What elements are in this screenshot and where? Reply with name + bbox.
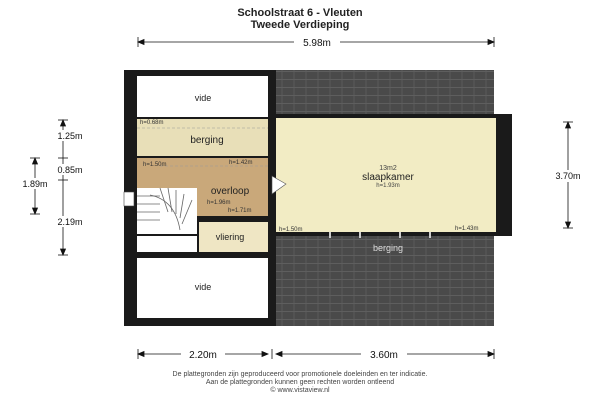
plan-title: Schoolstraat 6 - Vleuten <box>237 7 363 19</box>
label-berging-right: berging <box>372 243 404 253</box>
dim-left-189: 1.89m <box>22 179 48 189</box>
dim-bottom-360: 3.60m <box>370 350 398 361</box>
dim-right-370: 3.70m <box>555 171 581 181</box>
disclaimer-line-1: De plattegronden zijn geproduceerd voor promotionele doeleinden en ter indicatie. <box>172 371 428 378</box>
copyright-link[interactable]: © www.vistaview.nl <box>270 387 330 394</box>
dim-left-125: 1.25m <box>57 131 83 141</box>
height-142: h=1.42m <box>229 160 253 166</box>
height-slaapkamer: h=1.93m <box>376 183 400 189</box>
dim-left-219: 2.19m <box>57 217 83 227</box>
label-vide-top: vide <box>194 93 212 103</box>
dormer-wall <box>496 114 512 236</box>
label-vliering: vliering <box>215 232 245 242</box>
dim-top-width: 5.98m <box>303 38 331 49</box>
label-slaapkamer-area: 13m2 <box>379 165 397 172</box>
label-slaapkamer: slaapkamer <box>362 172 414 183</box>
label-overloop: overloop <box>210 186 250 197</box>
height-171: h=1.71m <box>228 208 252 214</box>
stairs <box>137 188 197 234</box>
dim-left-085: 0.85m <box>57 165 83 175</box>
window-left <box>124 192 134 206</box>
height-overloop: h=1.96m <box>207 200 231 206</box>
height-150-left: h=1.50m <box>143 162 167 168</box>
disclaimer-line-2: Aan de plattegronden kunnen geen rechten worden ontleend <box>205 379 395 386</box>
label-vide-bottom: vide <box>194 282 212 292</box>
plan-subtitle: Tweede Verdieping <box>250 19 350 31</box>
height-berging: h=0.68m <box>140 120 164 126</box>
dim-bottom-220: 2.20m <box>189 350 217 361</box>
label-berging-left: berging <box>190 135 224 146</box>
height-150-right: h=1.50m <box>279 227 303 233</box>
corridor <box>137 236 197 252</box>
height-143: h=1.43m <box>455 226 479 232</box>
